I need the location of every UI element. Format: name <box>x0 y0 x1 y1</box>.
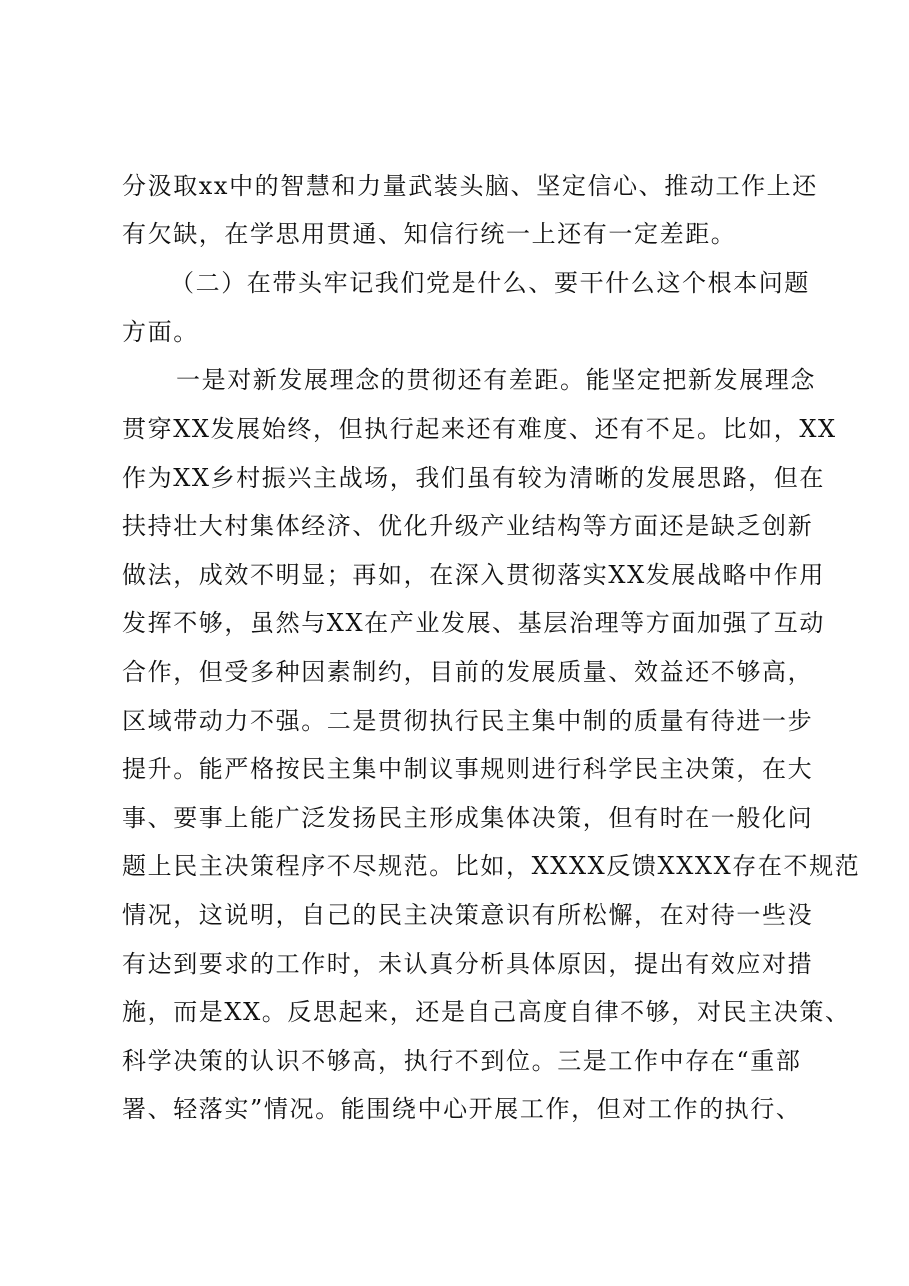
text-line: 提升。能严格按民主集中制议事规则进行科学民主决策，在大 <box>122 755 814 783</box>
text-line: 署、轻落实”情况。能围绕中心开展工作，但对工作的执行、 <box>122 1095 802 1123</box>
section-heading-line: 方面。 <box>122 318 199 346</box>
text-line: 区域带动力不强。二是贯彻执行民主集中制的质量有待进一步 <box>122 707 814 735</box>
text-line: 题上民主决策程序不尽规范。比如，XXXX反馈XXXX存在不规范 <box>122 852 861 880</box>
text-line: 事、要事上能广泛发扬民主形成集体决策，但有时在一般化问 <box>122 804 814 832</box>
text-line: 作为XX乡村振兴主战场，我们虽有较为清晰的发展思路，但在 <box>122 464 825 492</box>
text-line: 施，而是XX。反思起来，还是自己高度自律不够，对民主决策、 <box>122 998 851 1026</box>
text-line: 情况，这说明，自己的民主决策意识有所松懈，在对待一些没 <box>122 901 814 929</box>
text-line: 做法，成效不明显；再如，在深入贯彻落实XX发展战略中作用 <box>122 561 825 589</box>
text-line: 发挥不够，虽然与XX在产业发展、基层治理等方面加强了互动 <box>122 609 825 637</box>
text-line: 有欠缺，在学思用贯通、知信行统一上还有一定差距。 <box>122 220 737 248</box>
text-line: 有达到要求的工作时，未认真分析具体原因，提出有效应对措 <box>122 950 814 978</box>
text-line: 扶持壮大村集体经济、优化升级产业结构等方面还是缺乏创新 <box>122 512 814 540</box>
text-line: 合作，但受多种因素制约，目前的发展质量、效益还不够高， <box>122 658 814 686</box>
paragraph-first-line: 一是对新发展理念的贯彻还有差距。能坚定把新发展理念 <box>176 366 816 394</box>
text-line: 贯穿XX发展始终，但执行起来还有难度、还有不足。比如，XX <box>122 415 837 443</box>
text-line: 分汲取xx中的智慧和力量武装头脑、坚定信心、推动工作上还 <box>122 172 818 200</box>
text-line: 科学决策的认识不够高，执行不到位。三是工作中存在“重部 <box>122 1047 802 1075</box>
section-heading-line: （二）在带头牢记我们党是什么、要干什么这个根本问题 <box>170 269 810 297</box>
